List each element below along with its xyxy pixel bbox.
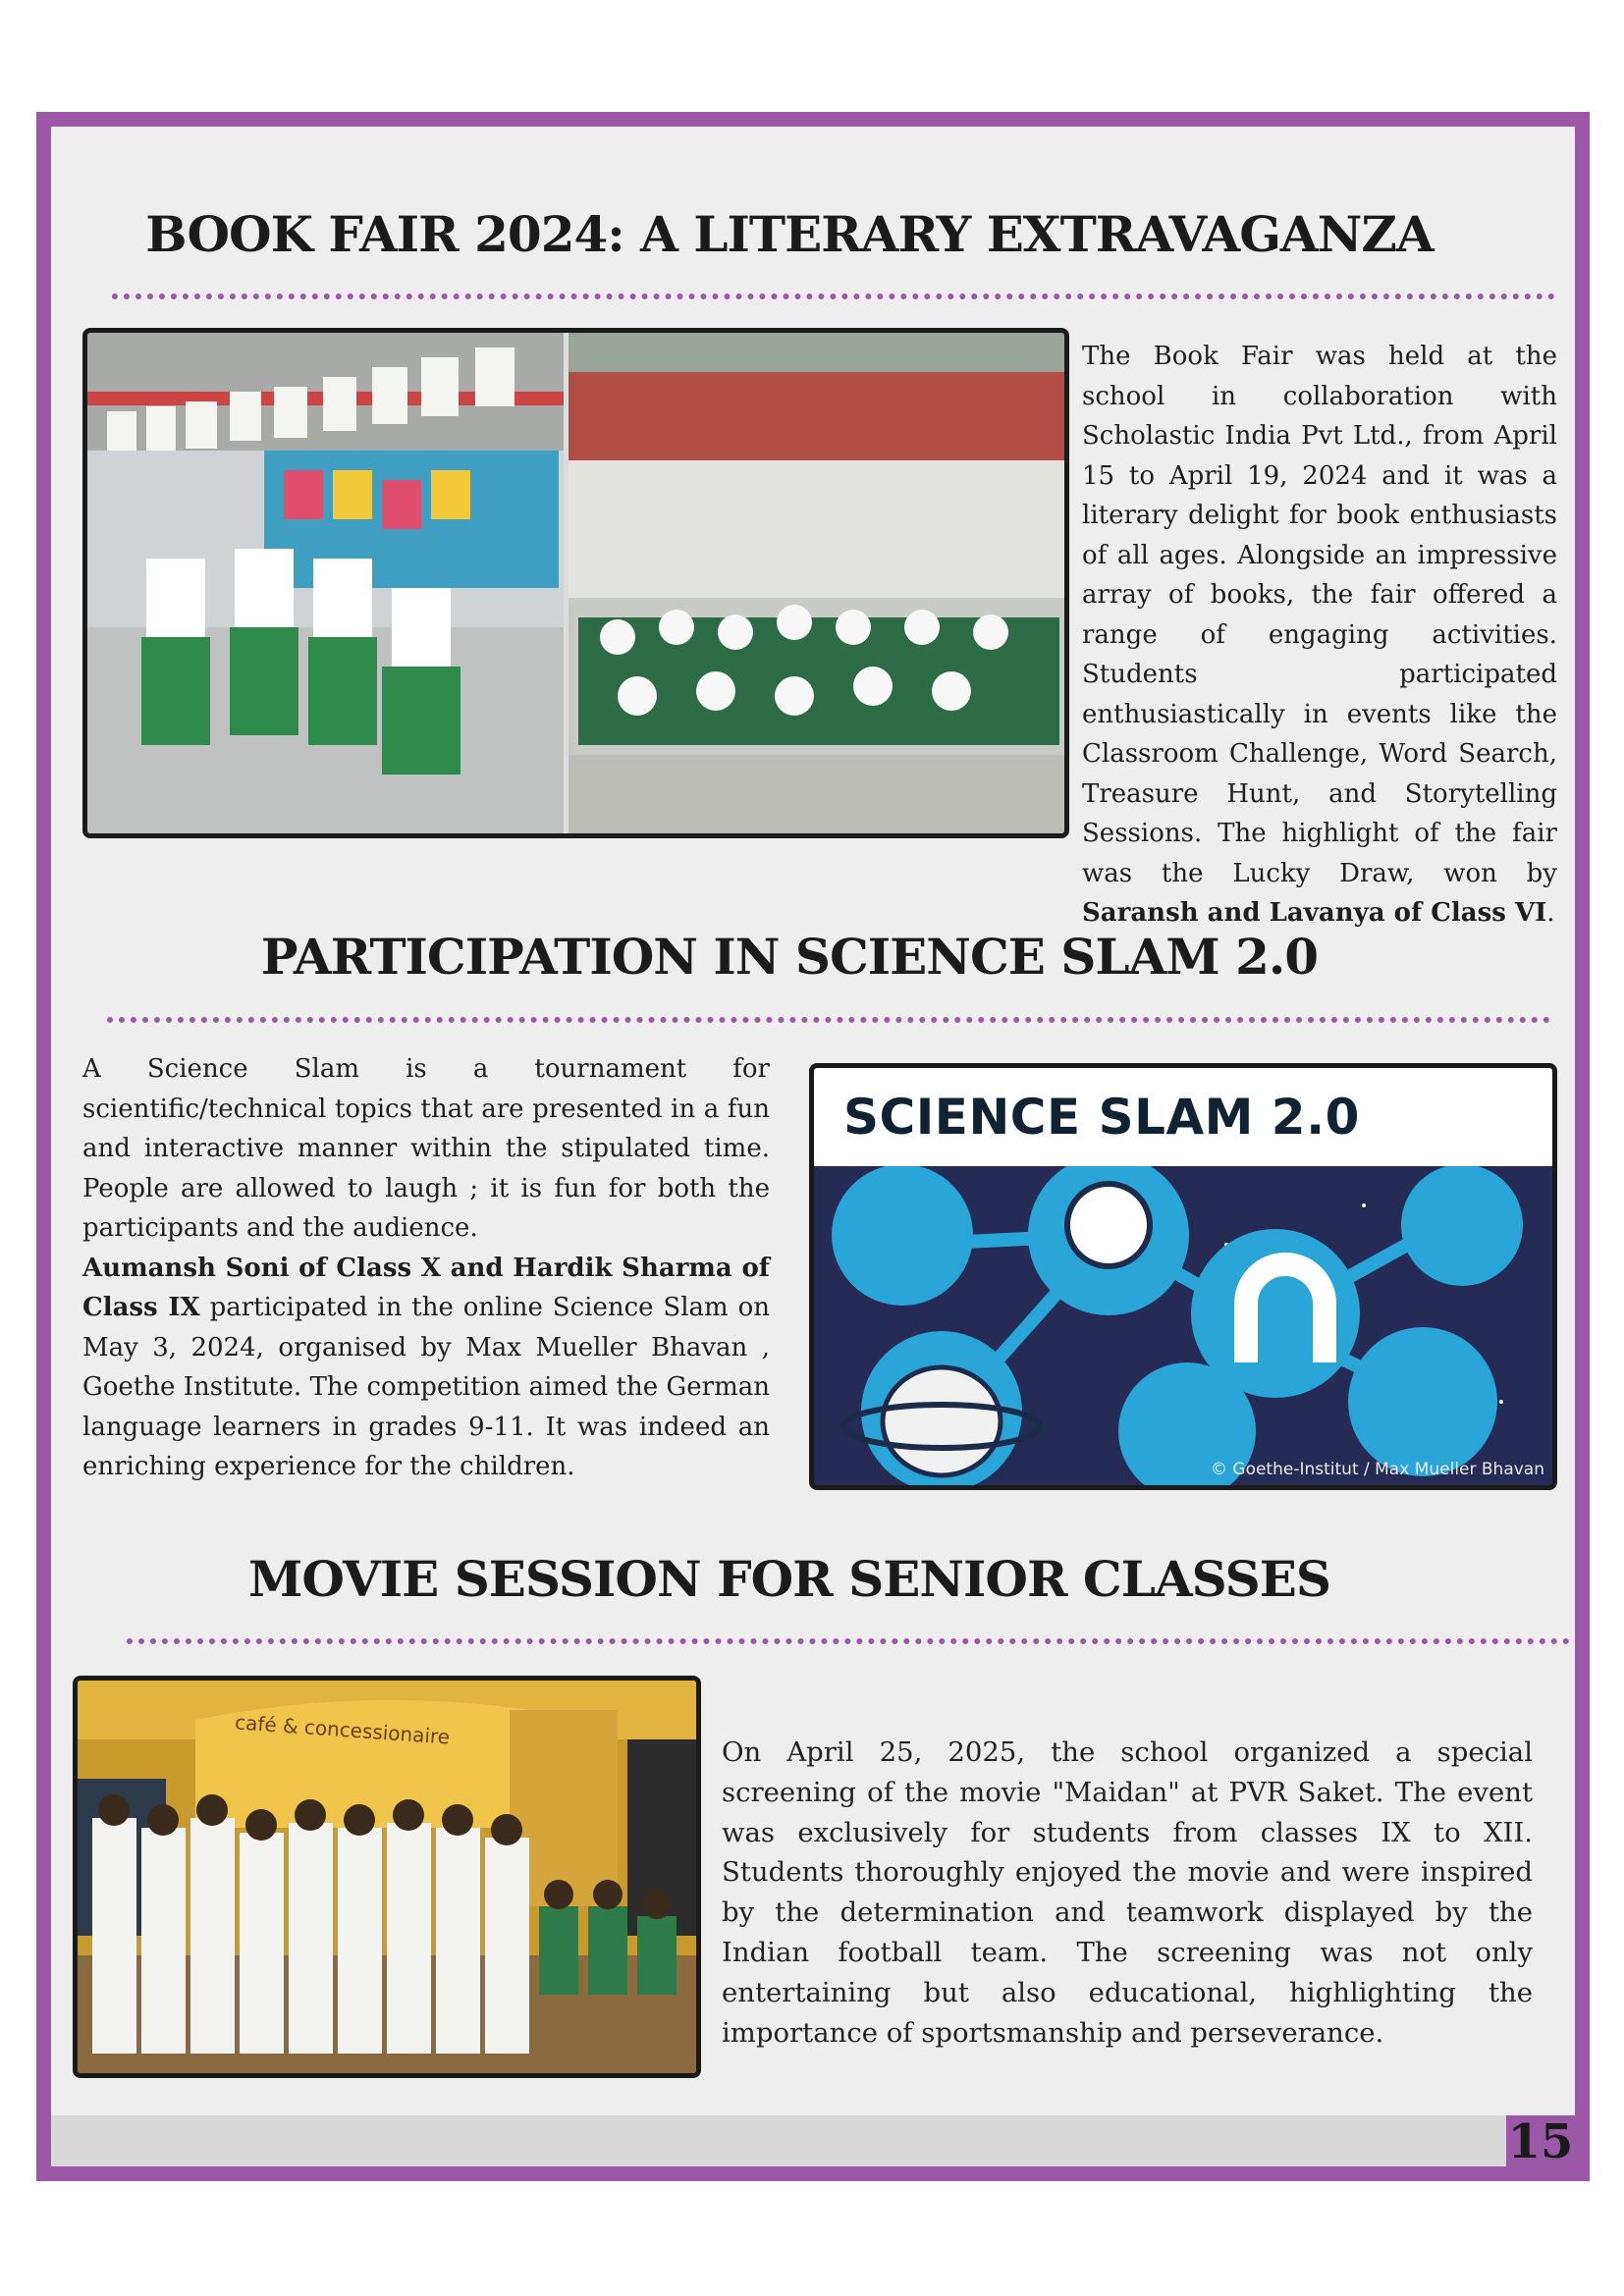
science-slam-poster-title: SCIENCE SLAM 2.0 xyxy=(814,1068,1552,1166)
science-slam-paragraph xyxy=(82,1049,770,1487)
science-slam-intro: A Science Slam is a tournament for scientific/technical topics that are presented in a fun and interactive manner within the stipulated time. People are allowed to laugh ; it is fun for both the participants and the audience. xyxy=(82,1054,770,1243)
book-fair-paragraph xyxy=(1082,337,1557,934)
movie-session-photo xyxy=(73,1676,701,2078)
science-slam-poster-art xyxy=(814,1166,1552,1485)
movie-session-paragraph: On April 25, 2025, the school organized a special screening of the movie "Maidan" at PVR Saket. The event was exclusively for students from classes IX to XII. Students thoroughly enjoyed the movie and were inspired by the determination and teamwork displayed by the Indian football team. The screening was not only entertaining but also educational, highlighting the importance of sportsmanship and perseverance. xyxy=(722,1736,1533,2049)
movie-session-photo-sign: café & concessionaire xyxy=(234,1710,451,1749)
book-fair-heading: BOOK FAIR 2024: A LITERARY EXTRAVAGANZA xyxy=(145,205,1434,263)
movie-session-divider xyxy=(127,1638,1570,1644)
science-slam-poster-credit: © Goethe-Institut / Max Mueller Bhavan xyxy=(1211,1460,1544,1479)
page-number: 15 xyxy=(1507,2114,1574,2169)
book-fair-text-end: . xyxy=(1546,898,1555,928)
book-fair-divider xyxy=(112,294,1555,299)
science-slam-divider xyxy=(107,1017,1550,1023)
footer-bar xyxy=(51,2114,1575,2169)
page-frame xyxy=(36,112,1590,2181)
science-slam-heading: PARTICIPATION IN SCIENCE SLAM 2.0 xyxy=(260,928,1319,986)
science-slam-poster xyxy=(809,1063,1557,1490)
book-fair-winners: Saransh and Lavanya of Class VI xyxy=(1082,898,1547,928)
book-fair-photo xyxy=(82,328,1069,838)
science-slam-participants: Aumansh Soni of Class X and Hardik Sharma of Class IX xyxy=(82,1253,770,1322)
book-fair-text: The Book Fair was held at the school in collaboration with Scholastic India Pvt Ltd., from April 15 to April 19, 2024 and it was a literary delight for book enthusiasts of all ages. Alongside an impressive array of books, the fair offered a range of engaging activities. Students participated enthusiastically in events like the Classroom Challenge, Word Search, Treasure Hunt, and Storytelling Sessions. The highlight of the fair was the Lucky Draw, won by xyxy=(1082,342,1557,888)
book-fair-photo-image xyxy=(87,333,1064,833)
movie-session-heading: MOVIE SESSION FOR SENIOR CLASSES xyxy=(247,1550,1331,1608)
science-slam-details: participated in the online Science Slam on May 3, 2024, organised by Max Mueller Bhavan , Goethe Institute. The competition aimed the German language learners in grades 9-11. It was indeed an enriching experience for the children. xyxy=(82,1293,770,1481)
